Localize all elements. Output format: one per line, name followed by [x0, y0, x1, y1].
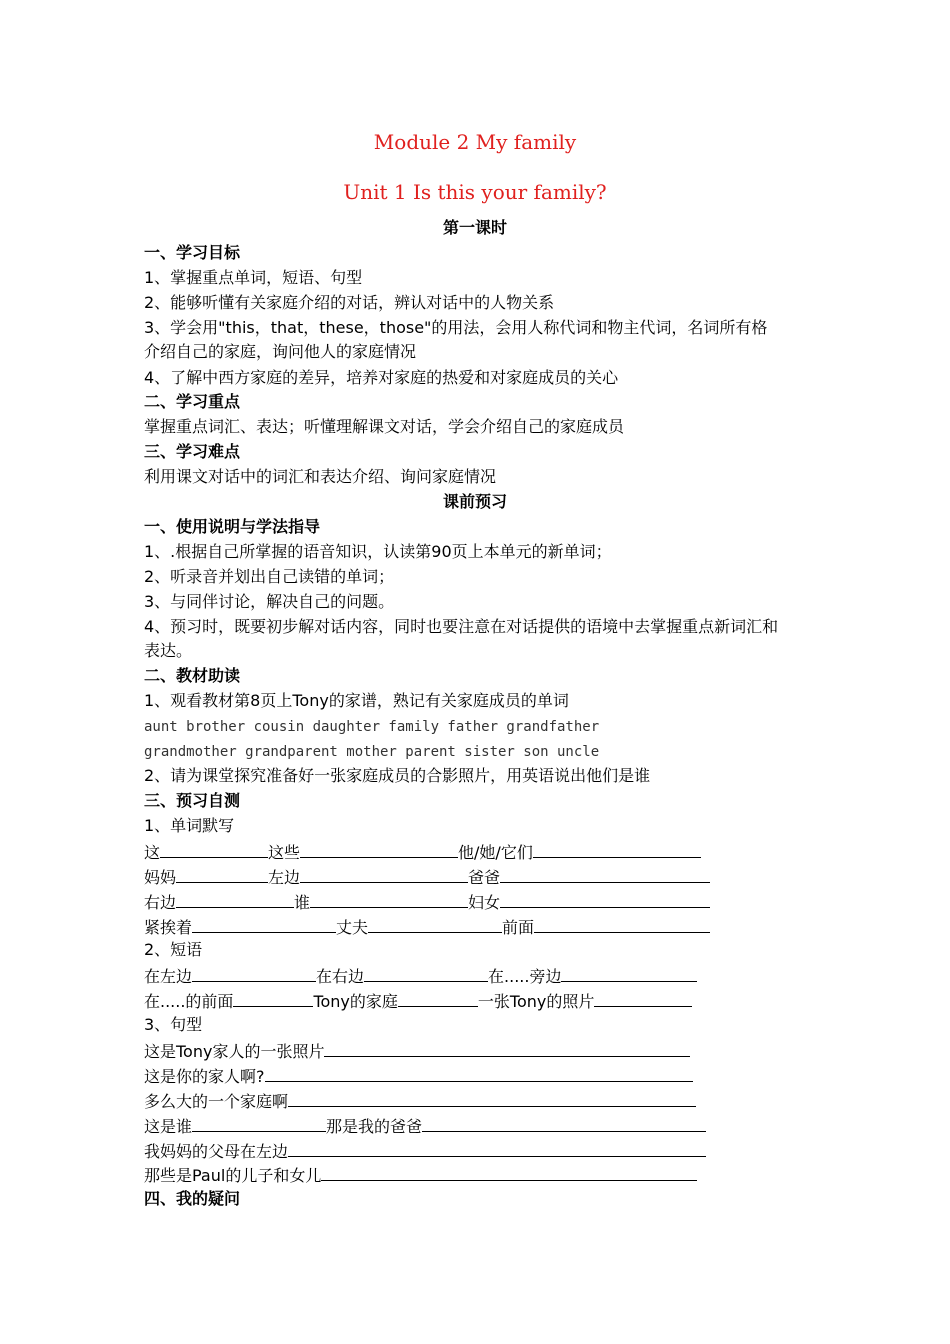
lesson-heading: 第一课时	[442, 218, 507, 237]
keypoints-text: 掌握重点词汇、表达；听懂理解课文对话，学会介绍自己的家庭成员	[144, 417, 625, 436]
answer-blank[interactable]	[192, 1115, 326, 1132]
sentence-row: 我妈妈的父母在左边	[144, 1140, 706, 1162]
goal-item: 3、学会用"this，that，these，those"的用法，会用人称代词和物主代词，名词所有格	[144, 318, 768, 337]
answer-blank[interactable]	[288, 1140, 706, 1157]
module-title: Module 2 My family	[373, 130, 577, 154]
preview-heading: 课前预习	[442, 492, 507, 511]
answer-blank[interactable]	[364, 965, 488, 982]
answer-blank[interactable]	[500, 891, 710, 908]
answer-blank[interactable]	[533, 841, 701, 858]
word-row: 妈妈 左边 爸爸	[144, 866, 710, 888]
phrase-row: 在左边 在右边 在.....旁边	[144, 965, 697, 987]
guide-item: 1、.根据自己所掌握的语音知识，认读第90页上本单元的新单词；	[144, 542, 612, 561]
answer-blank[interactable]	[368, 916, 502, 933]
difficulty-text: 利用课文对话中的词汇和表达介绍、询问家庭情况	[144, 467, 497, 486]
selftest-subheading: 2、短语	[144, 940, 203, 959]
guide-item: 4、预习时，既要初步解对话内容，同时也要注意在对话提供的语境中去掌握重点新词汇和	[144, 617, 779, 636]
answer-blank[interactable]	[561, 965, 697, 982]
sentence-row: 多么大的一个家庭啊	[144, 1090, 696, 1112]
vocab-line: aunt brother cousin daughter family father grandfather	[144, 719, 600, 735]
vocab-line: grandmother grandparent mother parent sister son uncle	[144, 744, 600, 760]
guide-heading: 一、使用说明与学法指导	[144, 517, 321, 536]
reading-heading: 二、教材助读	[144, 666, 241, 685]
answer-blank[interactable]	[265, 1065, 693, 1082]
selftest-heading: 三、预习自测	[144, 791, 241, 810]
answer-blank[interactable]	[534, 916, 710, 933]
questions-heading: 四、我的疑问	[144, 1189, 241, 1208]
answer-blank[interactable]	[324, 1040, 690, 1057]
answer-blank[interactable]	[176, 891, 294, 908]
guide-item: 表达。	[144, 641, 193, 660]
goal-item: 介绍自己的家庭，询问他人的家庭情况	[144, 342, 417, 361]
word-row: 右边 谁 妇女	[144, 891, 710, 913]
guide-item: 2、听录音并划出自己读错的单词；	[144, 567, 395, 586]
unit-title: Unit 1 Is this your family?	[343, 180, 607, 204]
reading-item: 1、观看教材第8页上Tony的家谱，熟记有关家庭成员的单词	[144, 691, 569, 710]
sentence-row: 这是你的家人啊?	[144, 1065, 693, 1087]
reading-item: 2、请为课堂探究准备好一张家庭成员的合影照片，用英语说出他们是谁	[144, 766, 651, 785]
keypoints-heading: 二、学习重点	[144, 392, 241, 411]
answer-blank[interactable]	[160, 841, 268, 858]
goal-item: 2、能够听懂有关家庭介绍的对话，辨认对话中的人物关系	[144, 293, 555, 312]
answer-blank[interactable]	[192, 916, 336, 933]
selftest-subheading: 1、单词默写	[144, 816, 235, 835]
answer-blank[interactable]	[594, 990, 692, 1007]
sentence-row: 这是Tony家人的一张照片	[144, 1040, 690, 1062]
answer-blank[interactable]	[300, 841, 458, 858]
goal-item: 4、了解中西方家庭的差异，培养对家庭的热爱和对家庭成员的关心	[144, 368, 619, 387]
answer-blank[interactable]	[288, 1090, 696, 1107]
answer-blank[interactable]	[233, 990, 313, 1007]
sentence-row: 这是谁 那是我的爸爸	[144, 1115, 706, 1137]
answer-blank[interactable]	[192, 965, 316, 982]
answer-blank[interactable]	[422, 1115, 706, 1132]
word-row: 紧挨着 丈夫 前面	[144, 916, 710, 938]
answer-blank[interactable]	[321, 1164, 697, 1181]
answer-blank[interactable]	[500, 866, 710, 883]
goals-heading: 一、学习目标	[144, 243, 241, 262]
selftest-subheading: 3、句型	[144, 1015, 203, 1034]
guide-item: 3、与同伴讨论，解决自己的问题。	[144, 592, 395, 611]
answer-blank[interactable]	[176, 866, 268, 883]
phrase-row: 在.....的前面 Tony的家庭 一张Tony的照片	[144, 990, 692, 1012]
answer-blank[interactable]	[310, 891, 468, 908]
sentence-row: 那些是Paul的儿子和女儿	[144, 1164, 697, 1186]
answer-blank[interactable]	[398, 990, 478, 1007]
answer-blank[interactable]	[300, 866, 468, 883]
goal-item: 1、掌握重点单词，短语、句型	[144, 268, 363, 287]
word-row: 这 这些 他/她/它们	[144, 841, 701, 863]
difficulty-heading: 三、学习难点	[144, 442, 241, 461]
